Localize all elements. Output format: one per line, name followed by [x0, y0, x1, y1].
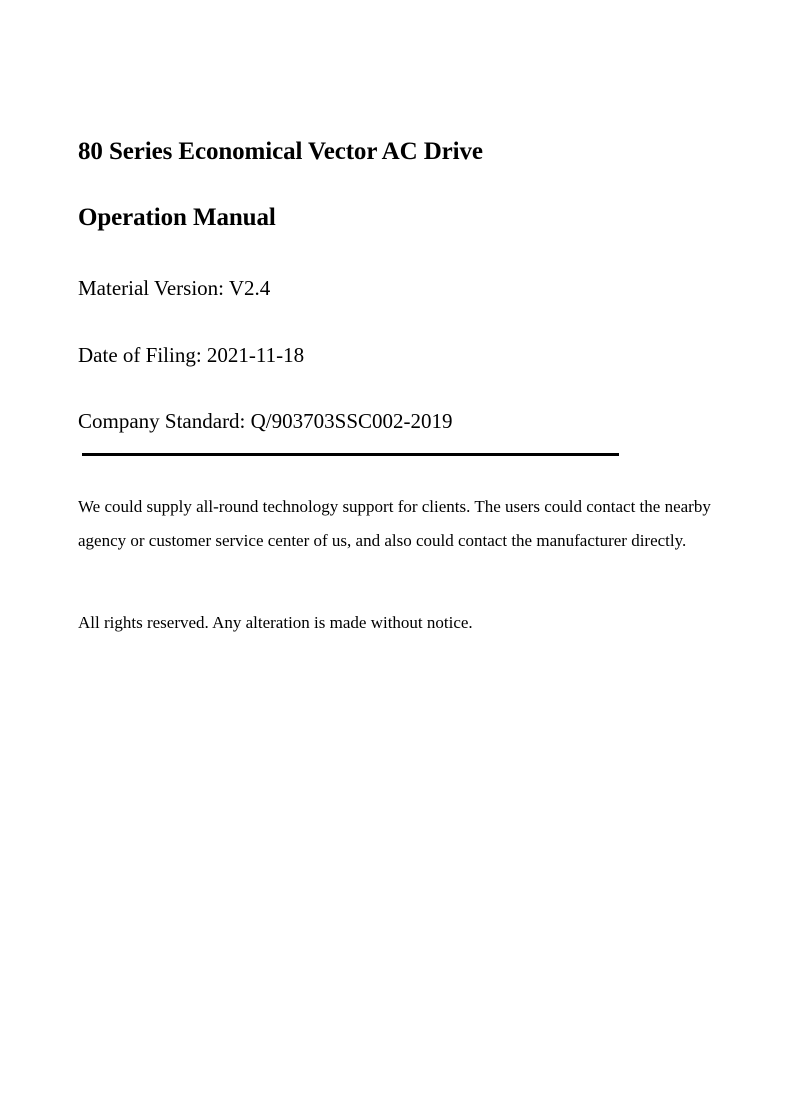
document-subtitle: Operation Manual [78, 204, 276, 231]
rights-notice: All rights reserved. Any alteration is made without notice. [78, 613, 473, 632]
horizontal-rule [82, 453, 619, 456]
company-standard: Company Standard: Q/903703SSC002-2019 [78, 409, 453, 433]
date-of-filing: Date of Filing: 2021-11-18 [78, 343, 305, 367]
document-title: 80 Series Economical Vector AC Drive [78, 138, 483, 165]
support-paragraph: We could supply all-round technology support for clients. The users could contact the nearby agency or customer service center of us, and also could contact the manufacturer directly. [78, 497, 711, 550]
material-version: Material Version: V2.4 [78, 276, 271, 300]
